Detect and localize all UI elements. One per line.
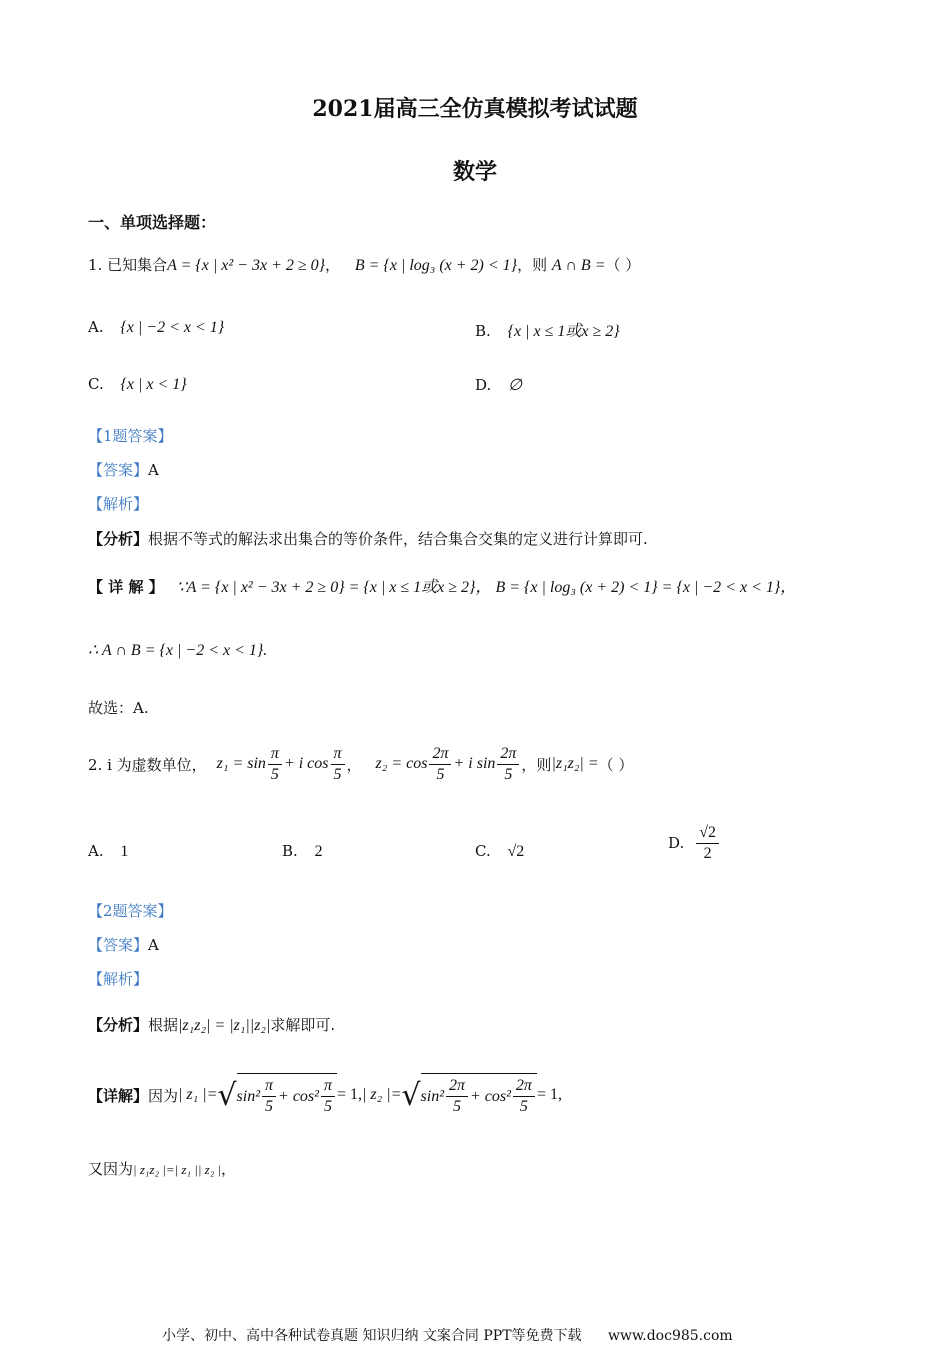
detail-label: 【详解】 [88, 1086, 149, 1105]
option-value: 1 [120, 843, 129, 860]
sqrt-icon: √ [401, 1077, 421, 1113]
footer [162, 1325, 733, 1345]
option-value: {x | x ≤ 1或x ≥ 2} [507, 323, 620, 340]
q2-option-b [282, 842, 323, 861]
option-label: C. [88, 375, 104, 393]
q1-sep1: ， [325, 256, 341, 274]
again-prefix: 又因为 [88, 1160, 134, 1178]
q1-set-b: B = {x | log₃ (x + 2) < 1} [354, 257, 518, 274]
q2-expr: |z₁z₂| = [551, 755, 599, 772]
again-suffix: ， [221, 1160, 237, 1178]
answer-label: 【答案】 [88, 936, 149, 954]
q1-fenxi [88, 528, 648, 549]
q2-answer [88, 934, 159, 955]
answer-value: A [148, 936, 159, 954]
fraction: $\frac{2\pi}{5}$ [429, 744, 451, 785]
again-expr: | z₁z₂ |=| z₁ || z₂ | [133, 1162, 222, 1177]
fraction: $\frac{\pi}{5}$ [331, 744, 345, 785]
q2-sep1: ， [346, 755, 362, 774]
q2-again [88, 1158, 236, 1179]
q1-sep2: ，则 [517, 256, 548, 274]
option-label: B. [282, 842, 298, 860]
q1-option-a [88, 318, 224, 337]
option-label: C. [475, 842, 491, 860]
fenxi-prefix: 根据 [148, 1016, 179, 1034]
answer-value: A [148, 461, 159, 479]
q1-paren: （ ） [605, 256, 641, 274]
section-heading: 一、单项选择题： [88, 213, 217, 232]
q1-detail [88, 574, 796, 597]
fenxi-expr: |z₁z₂| = |z₁||z₂| [178, 1017, 271, 1034]
q2-z1: z₁ = sin [216, 755, 266, 772]
detail-z2: | z₂ |= [362, 1086, 402, 1103]
q1-option-b [475, 318, 620, 341]
sqrt-icon: √ [217, 1077, 237, 1113]
subject-title: 数学 [452, 159, 497, 185]
q2-z2-mid: + i sin [453, 755, 496, 772]
q2-answer-tag: 【2题答案】 [88, 902, 173, 920]
option-label: A. [88, 842, 104, 860]
option-value: {x | −2 < x < 1} [120, 319, 225, 336]
fenxi-label: 【分析】 [88, 1016, 149, 1034]
option-label: D. [668, 834, 685, 852]
detail-prefix: 因为 [148, 1086, 179, 1105]
q1-prefix: 1. 已知集合 [88, 256, 168, 274]
detail-eq1: = 1, [336, 1086, 362, 1103]
q2-detail [88, 1066, 562, 1124]
detail-z1: | z₁ |= [178, 1086, 218, 1103]
q2-z2: z₂ = cos [375, 755, 428, 772]
detail-line1: ∵A = {x | x² − 3x + 2 ≥ 0} = {x | x ≤ 1或x ≥ 2}， B = {x | log₃ (x + 2) < 1} = {x | −2 < x < 1}， [176, 579, 797, 596]
q1-expr: A ∩ B = [551, 257, 606, 274]
q1-answer-tag: 【1题答案】 [88, 427, 173, 445]
q1-answer [88, 459, 159, 480]
q2-analysis-label: 【解析】 [88, 970, 149, 988]
q2-z1-mid: + i cos [283, 755, 329, 772]
fenxi-text: 根据不等式的解法求出集合的等价条件，结合集合交集的定义进行计算即可. [148, 530, 648, 548]
q1-detail-line2: ∴ A ∩ B = {x | −2 < x < 1}. [88, 642, 268, 659]
detail-label: 【 详 解 】 [88, 578, 164, 596]
option-label: D. [475, 376, 492, 394]
q2-fenxi [88, 1014, 335, 1035]
q1-option-c [88, 375, 187, 394]
q1-set-a: A = {x | x² − 3x + 2 ≥ 0} [167, 257, 326, 274]
option-value: √2 [507, 843, 525, 860]
q1-choose: 故选：A. [88, 699, 149, 717]
detail-eq2: = 1, [536, 1086, 562, 1103]
fraction: $\frac{2\pi}{5}$ [497, 744, 519, 785]
option-value: 2 [314, 843, 323, 860]
q1-option-d [475, 375, 522, 395]
q2-option-c [475, 842, 524, 861]
q1-analysis-label: 【解析】 [88, 495, 149, 513]
footer-text: 小学、初中、高中各种试卷真题 知识归纳 文案合同 PPT等免费下载 [162, 1328, 582, 1344]
footer-url[interactable]: www.doc985.com [607, 1328, 733, 1344]
q2-option-a [88, 842, 128, 861]
exam-title: 2021届高三全仿真模拟考试试题 [312, 96, 638, 122]
option-label: B. [475, 322, 491, 340]
fraction: $\frac{√2}{2}$ [696, 823, 719, 864]
q2-option-d [668, 815, 721, 871]
answer-label: 【答案】 [88, 461, 149, 479]
option-value: {x | x < 1} [120, 376, 187, 393]
option-label: A. [88, 318, 104, 336]
fraction: $\frac{\pi}{5}$ [268, 744, 282, 785]
radicand: sin² $\frac{\pi}{5}$ + cos² $\frac{\pi}{5}$ [237, 1073, 337, 1117]
fenxi-label: 【分析】 [88, 530, 149, 548]
q2-stem [88, 734, 633, 794]
radicand: sin² $\frac{2\pi}{5}$ + cos² $\frac{2\pi}{5}$ [421, 1073, 537, 1117]
q2-paren: （ ） [598, 755, 634, 774]
option-value: ∅ [508, 377, 522, 394]
q2-sep2: ，则 [521, 755, 552, 774]
fenxi-suffix: 求解即可. [270, 1016, 336, 1034]
q1-stem [88, 254, 640, 275]
q2-prefix: 2. i 为虚数单位， [88, 755, 207, 774]
